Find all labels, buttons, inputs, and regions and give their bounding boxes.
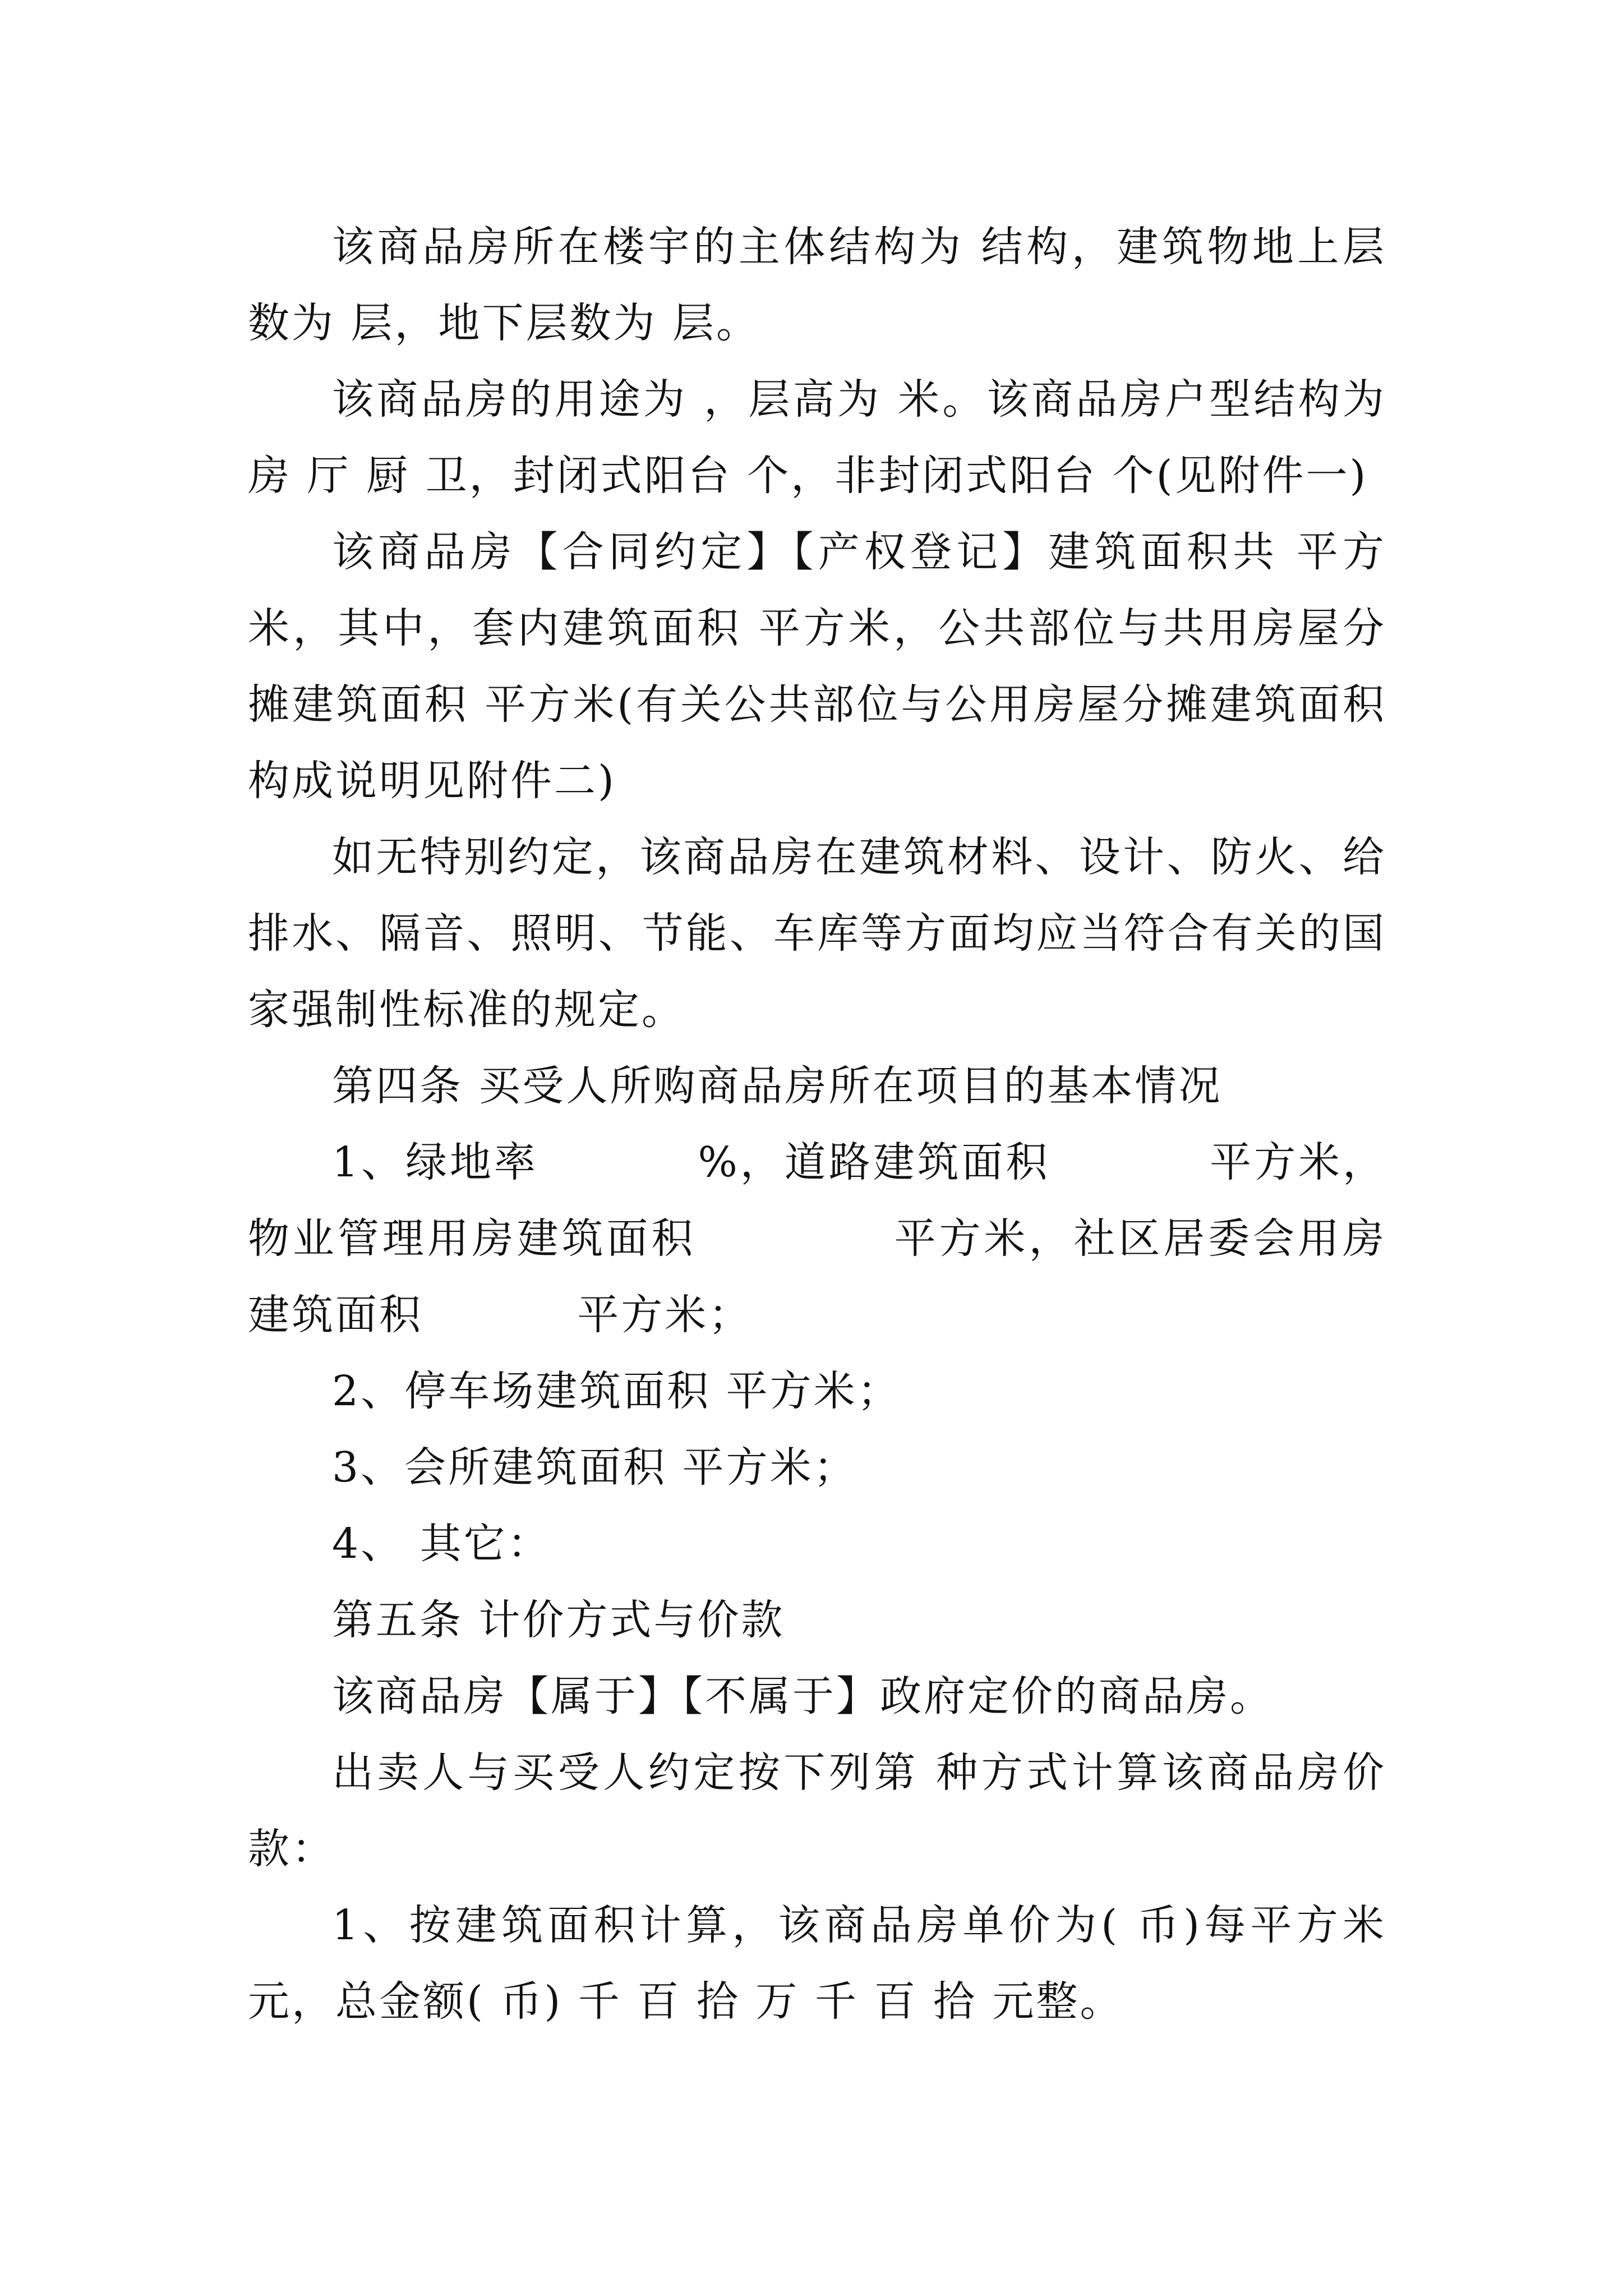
paragraph-usage-layout: 该商品房的用途为 ，层高为 米。该商品房户型结构为房 厅 厨 卫，封闭式阳台 个，非封闭式阳台 个(见附件一)	[248, 375, 1386, 500]
article-4-item-2: 2、停车场建筑面积 平方米；	[332, 1367, 901, 1415]
article-4-item-1: 1、绿地率 %，道路建筑面积 平方米，物业管理用房建筑面积 平方米，社区居委会用房建筑面积 平方米；	[248, 1138, 1386, 1339]
document-body	[248, 209, 1402, 2040]
paragraph-pricing-method: 出卖人与买受人约定按下列第 种方式计算该商品房价款：	[248, 1749, 1386, 1873]
article-5-item-1: 1、按建筑面积计算，该商品房单价为( 币)每平方米 元，总金额( 币) 千 百 拾 万 千 百 拾 元整。	[248, 1901, 1402, 2026]
article-5-heading: 第五条 计价方式与价款	[332, 1596, 785, 1644]
paragraph-standards: 如无特别约定，该商品房在建筑材料、设计、防火、给排水、隔音、照明、节能、车库等方面均应当符合有关的国家强制性标准的规定。	[248, 833, 1386, 1034]
paragraph-building-structure: 该商品房所在楼宇的主体结构为 结构，建筑物地上层数为 层，地下层数为 层。	[248, 223, 1386, 347]
paragraph-government-pricing: 该商品房【属于】【不属于】政府定价的商品房。	[332, 1672, 1274, 1720]
article-4-item-4: 4、 其它：	[332, 1520, 551, 1568]
paragraph-floor-area: 该商品房【合同约定】【产权登记】建筑面积共 平方米，其中，套内建筑面积 平方米，公共部位与共用房屋分摊建筑面积 平方米(有关公共部位与公用房屋分摊建筑面积构成说明见附件二)	[248, 528, 1386, 805]
article-4-item-3: 3、会所建筑面积 平方米；	[332, 1443, 857, 1492]
article-4-heading: 第四条 买受人所购商品房所在项目的基本情况	[332, 1062, 1223, 1110]
